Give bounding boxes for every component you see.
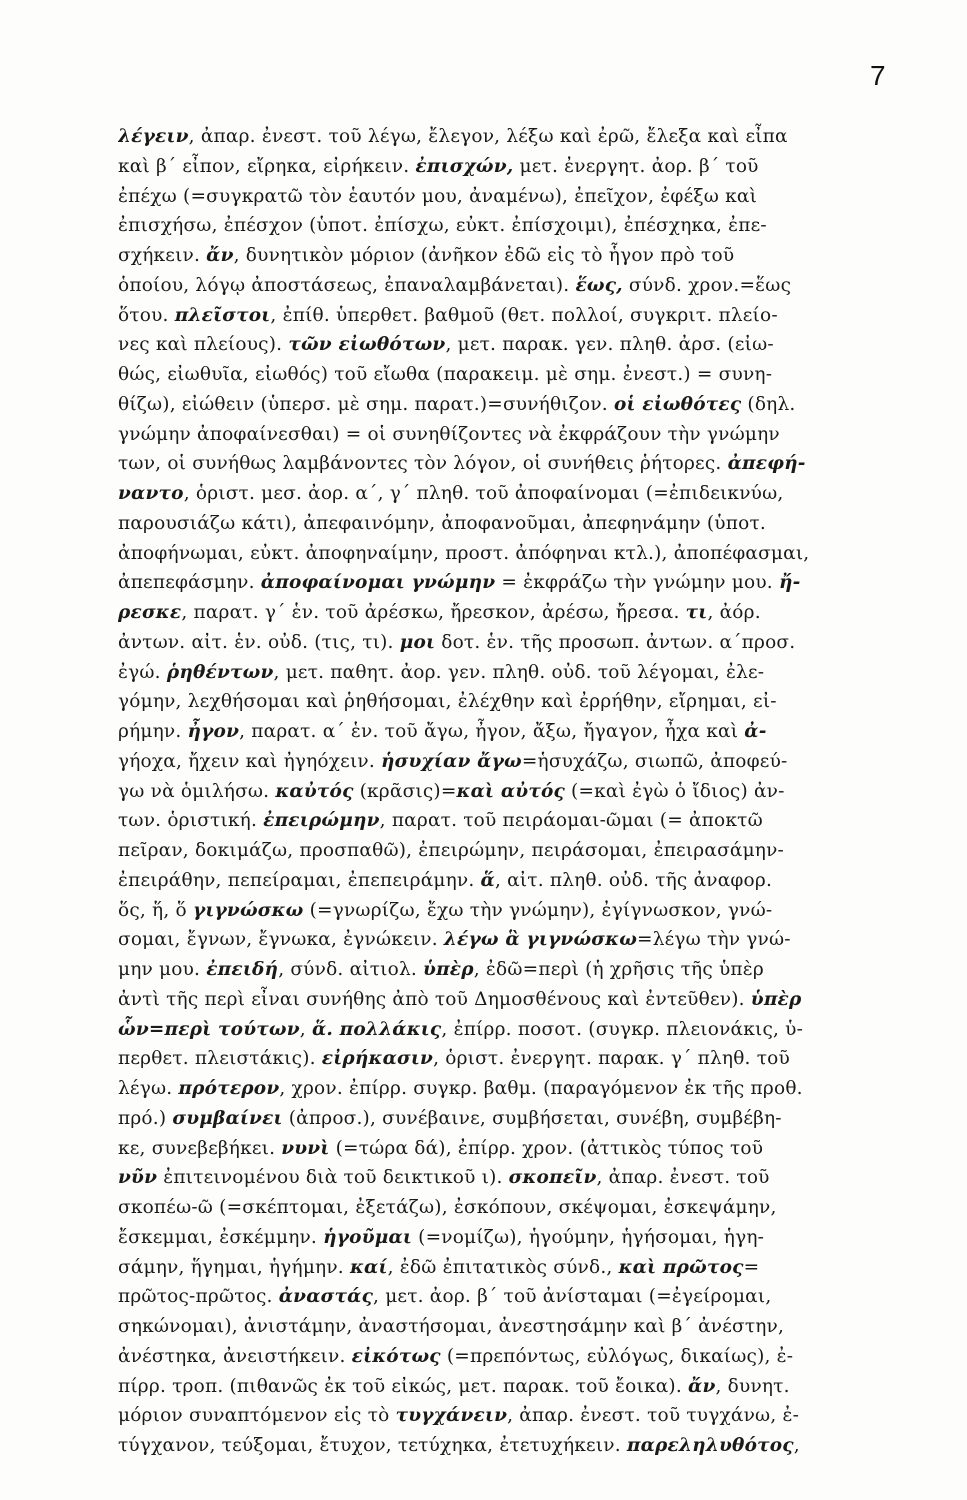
lemma-term: ἐπισχών, [415,155,514,177]
gloss-text: γνώμην ἀποφαίνεσθαι) = οἱ συνηθίζοντες νὰ ἐκφράζουν τὴν γνώμην [118,423,780,445]
lemma-term: σκοπεῖν [508,1167,597,1189]
gloss-text: (κρᾶσις)= [353,780,457,802]
text-line [118,360,908,390]
lemma-term: συμβαίνει [172,1107,283,1129]
lemma-term: εἰκότως [351,1345,441,1367]
lemma-term: εἰρήκασιν [321,1048,434,1070]
lemma-term: ὧν=περὶ τούτων [118,1018,300,1040]
lemma-term: καὐτός [275,780,354,802]
gloss-text: καὶ β΄ εἶπον, εἴρηκα, εἰρήκειν. [118,155,416,177]
text-line [118,1104,908,1134]
gloss-text: πρό.) [118,1107,173,1129]
lemma-term: πλεῖστοι [174,304,271,326]
gloss-text: ἀντων. αἰτ. ἑν. οὐδ. (τις, τι). [118,631,400,653]
gloss-text: , [299,1018,312,1040]
lemma-term: ἕως, [575,274,623,296]
gloss-text: (=πρεπόντως, εὐλόγως, δικαίως), ἐ- [440,1345,794,1367]
gloss-text: γω νὰ ὁμιλήσω. [118,780,276,802]
gloss-text: , αἰτ. πληθ. οὐδ. τῆς ἀναφορ. [494,869,773,891]
gloss-text: νες καὶ πλείους). [118,334,289,356]
lemma-term: τυγχάνειν [395,1405,508,1427]
text-line [118,806,908,836]
gloss-text: (=καὶ ἐγὼ ὁ ἴδιος) ἀν- [564,780,785,802]
lemma-term: ὑπὲρ [423,959,474,980]
text-line [118,717,908,747]
text-line [118,1342,908,1372]
lemma-term: μοι [399,631,436,653]
text-line [118,985,908,1015]
gloss-text: , ὁριστ. μεσ. ἀορ. α΄, γ΄ πληθ. τοῦ ἀποφαίνομαι (=ἐπιδεικνύω, [183,483,784,504]
lemma-term: ναντο [118,483,184,504]
lemma-term: ἐπειδή [206,959,279,980]
gloss-text: σηκώνομαι), ἀνιστάμην, ἀναστήσομαι, ἀνεστησάμην καὶ β΄ ἀνέστην, [118,1316,785,1337]
text-line [118,836,908,866]
lemma-term: ἡσυχίαν ἄγω [381,750,522,772]
text-line [118,122,908,152]
lemma-term: ἀπεφή- [727,453,806,475]
gloss-text: ὅτου. [118,304,175,326]
lemma-term: οἱ εἰωθότες [613,393,742,415]
text-line [118,479,908,509]
gloss-text: περθετ. πλειστάκις). [118,1048,322,1070]
lemma-term: ἡγοῦμαι [323,1226,413,1248]
lemma-term: λέγειν [118,126,189,147]
gloss-text: , παρατ. α΄ ἑν. τοῦ ἄγω, ἦγον, ἄξω, ἤγαγον, ἦχα καὶ [239,721,745,742]
gloss-text: πίρρ. τροπ. (πιθανῶς ἐκ τοῦ εἰκώς, μετ. παρακ. τοῦ ἔοικα). [118,1375,689,1397]
gloss-text: = [743,1256,760,1278]
gloss-text: , ἀπαρ. ἐνεστ. τοῦ λέγω, ἔλεγον, λέξω καὶ ἐρῶ, ἔλεξα καὶ εἶπα [188,126,788,147]
text-line [118,1015,908,1045]
gloss-text: , ἀπαρ. ἐνεστ. τοῦ τυγχάνω, ἐ- [507,1405,800,1427]
gloss-text: (=τώρα δά), ἐπίρρ. χρον. (ἀττικὸς τύπος τοῦ [329,1137,764,1159]
gloss-text: ἔσκεμμαι, ἐσκέμμην. [118,1226,324,1248]
gloss-text: πρῶτος-πρῶτος. [118,1286,279,1308]
lemma-term: παρεληλυθότος [626,1435,794,1456]
gloss-text: θώς, εἰωθυῖα, εἰωθός) τοῦ εἴωθα (παρακειμ. μὲ σημ. ἐνεστ.) = συνη- [118,364,773,385]
gloss-text: , ὁριστ. ἐνεργητ. παρακ. γ΄ πληθ. τοῦ [433,1048,790,1070]
gloss-text: , ἐδῶ=περὶ (ἡ χρῆσις τῆς ὑπὲρ [473,959,764,980]
gloss-text: γήοχα, ἤχειν καὶ ἠγηόχειν. [118,750,382,772]
gloss-text: = ἐκφράζω τὴν γνώμην μου. [495,572,779,594]
text-line [118,628,908,658]
gloss-text: ὁποίου, λόγῳ ἀποστάσεως, ἐπαναλαμβάνεται). [118,274,576,296]
gloss-text: ἐπειράθην, πεπείραμαι, ἐπεπειράμην. [118,869,481,891]
lemma-term: καὶ πρῶτος [618,1256,744,1278]
gloss-text: παρουσιάζω κάτι), ἀπεφαινόμην, ἀποφανοῦμαι, ἀπεφηνάμην (ὑποτ. [118,512,766,534]
gloss-text: , ἀόρ. [707,602,761,623]
text-line [118,390,908,420]
text-line [118,568,908,598]
gloss-text: ἐπισχήσω, ἐπέσχον (ὑποτ. ἐπίσχω, εὐκτ. ἐπίσχοιμι), ἐπέσχηκα, ἐπε- [118,215,767,237]
text-line [118,271,908,301]
page-number: 7 [870,60,886,91]
gloss-text: , ἀπαρ. ἐνεστ. τοῦ [596,1167,770,1189]
text-line [118,1193,908,1223]
gloss-text: σομαι, ἔγνων, ἔγνωκα, ἐγνώκειν. [118,929,444,951]
gloss-text: ἀποφήνωμαι, εὐκτ. ἀποφηναίμην, προστ. ἀπόφηναι κτλ.), ἀποπέφασμαι, [118,542,810,564]
gloss-text: σχήκειν. [118,245,207,266]
gloss-text: σύνδ. χρον.=ἕως [622,274,792,296]
gloss-text: ἐπέχω (=συγκρατῶ τὸν ἑαυτόν μου, ἀναμένω), ἐπεῖχον, ἐφέξω καὶ [118,185,758,207]
lemma-term: ἦγον [187,721,240,742]
text-line [118,1282,908,1312]
text-line [118,211,908,241]
gloss-text: (ἀπροσ.), συνέβαινε, συμβήσεται, συνέβη, συμβέβη- [282,1107,782,1129]
text-line [118,1163,908,1193]
text-line [118,1431,908,1461]
gloss-text: , μετ. παθητ. ἀορ. γεν. πληθ. οὐδ. τοῦ λέγομαι, ἐλε- [273,661,765,683]
text-line [118,449,908,479]
gloss-text: , δυνητ. [715,1375,790,1397]
text-line [118,658,908,688]
text-line [118,1074,908,1104]
text-line [118,1253,908,1283]
gloss-text: , [793,1435,800,1456]
lemma-term: νυνὶ [281,1137,330,1159]
gloss-text: (=νομίζω), ἡγούμην, ἡγήσομαι, ἡγη- [412,1226,765,1248]
gloss-text: , μετ. παρακ. γεν. πληθ. ἀρσ. (εἰω- [445,334,774,356]
gloss-text: =ἡσυχάζω, σιωπῶ, ἀποφεύ- [521,750,788,772]
gloss-text: ἀνέστηκα, ἀνειστήκειν. [118,1345,352,1367]
gloss-text: μην μου. [118,959,207,980]
text-line [118,509,908,539]
lemma-term: καί [349,1256,388,1278]
gloss-text: κε, συνεβεβήκει. [118,1137,282,1159]
gloss-text: , παρατ. τοῦ πειράομαι-ῶμαι (= ἀποκτῶ [379,810,763,832]
lemma-term: ἤ- [778,572,801,594]
gloss-text: ἀντὶ τῆς περὶ εἶναι συνήθης ἀπὸ τοῦ Δημοσθένους καὶ ἐντεῦθεν). [118,988,751,1010]
gloss-text: θίζω), εἰώθειν (ὑπερσ. μὲ σημ. παρατ.)=συνήθιζον. [118,393,614,415]
gloss-text: (=γνωρίζω, ἔχω τὴν γνώμην), ἐγίγνωσκον, γνώ- [303,899,773,921]
lemma-term: τῶν εἰωθότων [288,334,446,356]
gloss-text: , ἐδῶ ἐπιτατικὸς σύνδ., [387,1256,619,1278]
text-line [118,747,908,777]
lemma-term: τι [685,602,708,623]
lemma-term: ἅ. πολλάκις [311,1018,442,1040]
gloss-text: , ἐπίρρ. ποσοτ. (συγκρ. πλειονάκις, ὑ- [441,1018,804,1040]
text-line [118,777,908,807]
gloss-text: μετ. ἐνεργητ. ἀορ. β΄ τοῦ [513,155,759,177]
gloss-text: πεῖραν, δοκιμάζω, προσπαθῶ), ἐπειρώμην, πειράσομαι, ἐπειρασάμην- [118,840,784,861]
text-line [118,925,908,955]
text-line [118,1372,908,1402]
gloss-text: των, οἱ συνήθως λαμβάνοντες τὸν λόγον, οἱ συνήθεις ῥήτορες. [118,453,728,475]
lemma-term: ἀναστάς [278,1286,374,1308]
lemma-term: ἄν [688,1375,716,1397]
gloss-text: ἐπιτεινομένου διὰ τοῦ δεικτικοῦ ι). [157,1167,509,1189]
text-line [118,1312,908,1342]
gloss-text: (δηλ. [741,393,796,415]
gloss-text: , σύνδ. αἰτιολ. [278,959,424,980]
text-line [118,1401,908,1431]
gloss-text: =λέγω τὴν γνώ- [637,929,791,951]
text-line [118,241,908,271]
gloss-text: , παρατ. γ΄ ἑν. τοῦ ἀρέσκω, ἤρεσκον, ἀρέσω, ἤρεσα. [181,602,686,623]
gloss-text: ὅς, ἥ, ὅ [118,899,193,921]
text-line [118,687,908,717]
lemma-term: νῦν [118,1167,158,1189]
text-line [118,866,908,896]
text-line [118,1223,908,1253]
text-line [118,152,908,182]
gloss-text: μόριον συναπτόμενον εἰς τὸ [118,1405,396,1427]
gloss-text: γόμην, λεχθήσομαι καὶ ῥηθήσομαι, ἐλέχθην καὶ ἐρρήθην, εἴρημαι, εἰ- [118,691,777,713]
text-line [118,330,908,360]
text-line [118,539,908,569]
gloss-text: ἐγώ. [118,661,167,683]
gloss-text: των. ὁριστική. [118,810,264,832]
gloss-text: λέγω. [118,1078,179,1099]
text-line [118,955,908,985]
lemma-term: ἐπειρώμην [263,810,380,832]
gloss-text: , χρον. ἐπίρρ. συγκρ. βαθμ. (παραγόμενον ἐκ τῆς προθ. [279,1078,803,1099]
text-line [118,301,908,331]
lemma-term: ἄν [206,245,234,266]
gloss-text: δοτ. ἑν. τῆς προσωπ. ἀντων. α΄προσ. [435,631,796,653]
gloss-text: ἀπεπεφάσμην. [118,572,261,594]
glossary-text [118,122,908,1461]
text-line [118,1044,908,1074]
lemma-term: ἀποφαίνομαι γνώμην [260,572,496,594]
gloss-text: σάμην, ἥγημαι, ἡγήμην. [118,1256,350,1278]
lemma-term: γιγνώσκω [192,899,304,921]
lemma-term: λέγω ἃ γιγνώσκω [443,929,638,951]
text-line [118,896,908,926]
gloss-text: ρήμην. [118,721,188,742]
gloss-text: , μετ. ἀορ. β΄ τοῦ ἀνίσταμαι (=ἐγείρομαι, [373,1286,772,1308]
lemma-term: ὑπὲρ [750,988,802,1010]
gloss-text: τύγχανον, τεύξομαι, ἔτυχον, τετύχηκα, ἐτετυχήκειν. [118,1435,627,1456]
lemma-term: ἀ- [744,721,767,742]
gloss-text: , δυνητικὸν μόριον (ἀνῆκον ἐδῶ εἰς τὸ ἧγον πρὸ τοῦ [233,245,735,266]
gloss-text: , ἐπίθ. ὑπερθετ. βαθμοῦ (θετ. πολλοί, συγκριτ. πλείο- [270,304,778,326]
lemma-term: πρότερον [178,1078,280,1099]
text-line [118,420,908,450]
lemma-term: ῥηθέντων [166,661,274,683]
lemma-term: ρεσκε [118,602,182,623]
lemma-term: ἅ [480,869,495,891]
text-line [118,598,908,628]
text-line [118,182,908,212]
text-line [118,1134,908,1164]
gloss-text: σκοπέω-ῶ (=σκέπτομαι, ἐξετάζω), ἐσκόπουν, σκέψομαι, ἐσκεψάμην, [118,1197,777,1218]
lemma-term: καὶ αὐτός [456,780,565,802]
